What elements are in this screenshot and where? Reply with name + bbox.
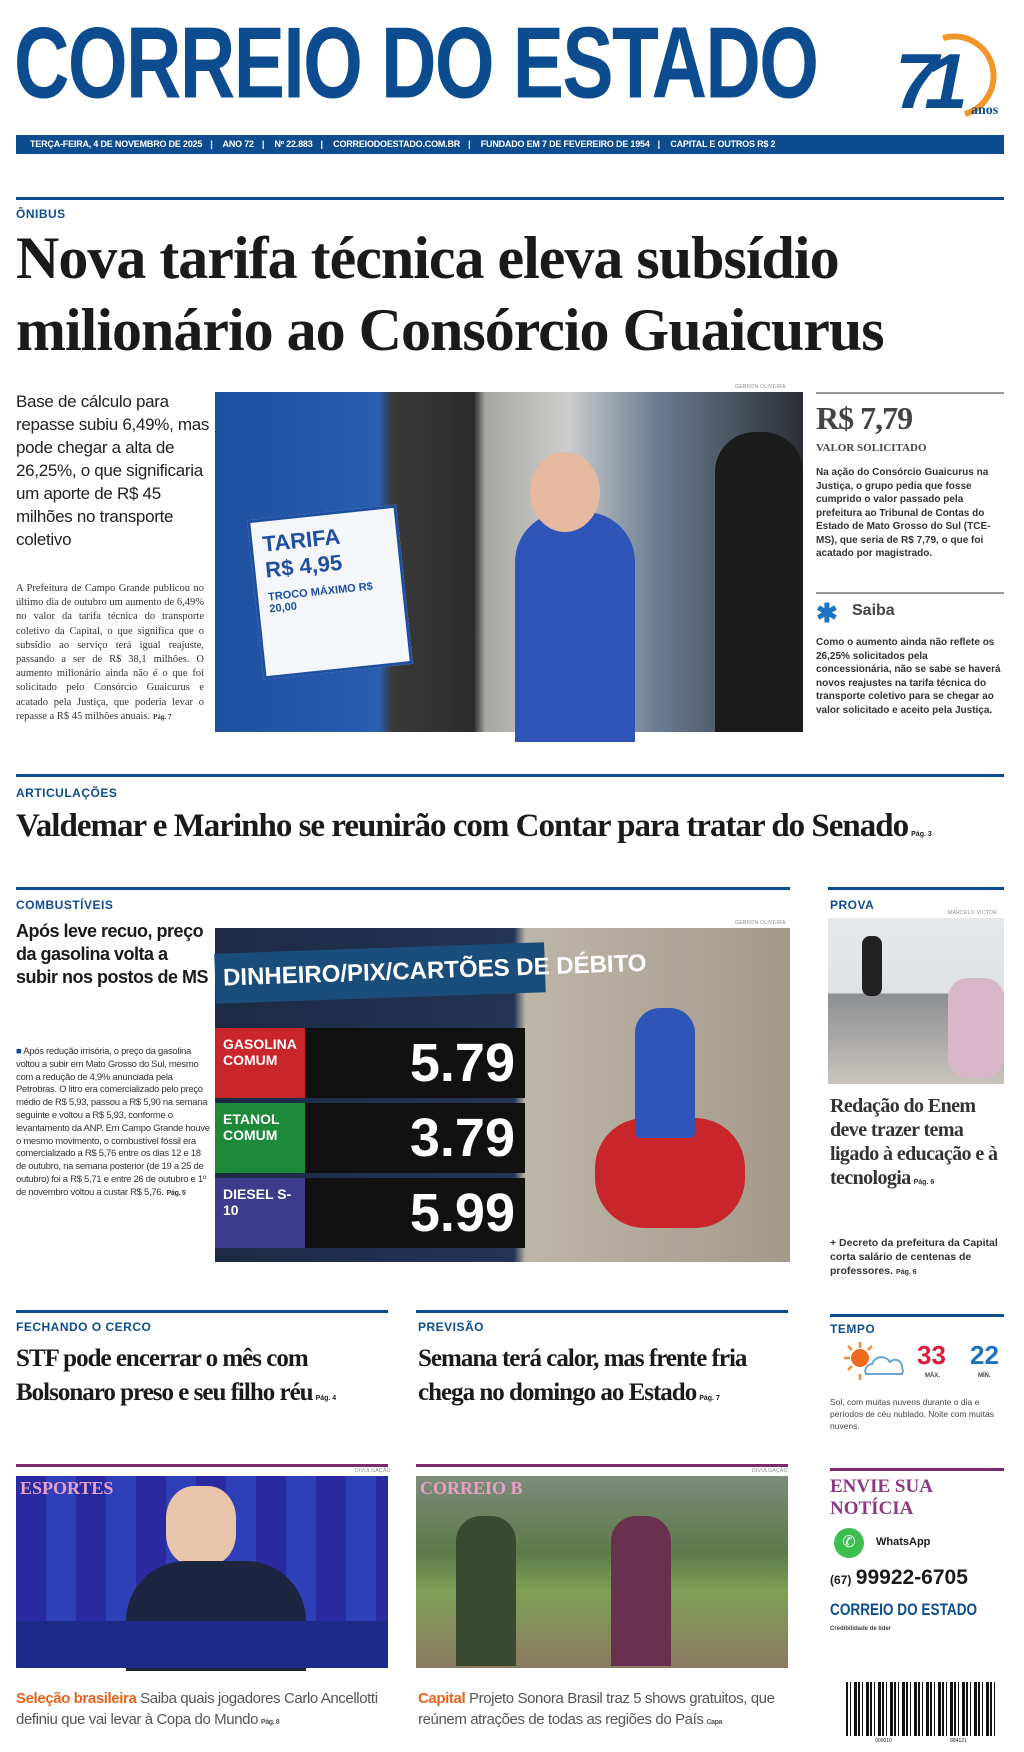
- price: CAPITAL E OUTROS R$ 2: [670, 139, 776, 149]
- issue-number: Nº 22.883: [274, 139, 313, 149]
- min-label: MÍN.: [978, 1373, 991, 1379]
- brand-logo: CORREIO DO ESTADO: [830, 1600, 978, 1619]
- musician-right: [611, 1516, 671, 1666]
- page-ref: Pág. 7: [153, 712, 172, 721]
- divider: [416, 1310, 788, 1313]
- photo-credit: GERSON OLIVEIRA: [735, 920, 786, 926]
- diesel-label: DIESEL S-10: [215, 1178, 305, 1248]
- divider: [16, 197, 1004, 200]
- sign-title: TARIFA: [261, 523, 342, 557]
- divider: [828, 887, 1004, 890]
- page-ref: Pág. 4: [315, 1395, 337, 1402]
- articulacoes-headline: [16, 808, 932, 845]
- press-table: [16, 1621, 388, 1668]
- date: TERÇA-FEIRA, 4 DE NOVEMBRO DE 2025: [30, 139, 203, 149]
- sidebar-text: Na ação do Consórcio Guaicurus na Justiça, o grupo pedia que fosse cumprido o valor passado pela prefeitura ao Tribunal de Contas do Estado de Mato Grosso do Sul (TCE-MS), que seria de R$ 7,79, o que foi acatado por magistrado.: [816, 467, 991, 559]
- combustiveis-body: [16, 1046, 210, 1201]
- note-text: + Decreto da prefeitura da Capital corta salário de centenas de professores.: [830, 1237, 998, 1277]
- caption-text: Projeto Sonora Brasil traz 5 shows gratuitos, que reúnem atrações de todas as regiões do País: [418, 1690, 775, 1728]
- page-ref: Pág. 7: [699, 1395, 720, 1402]
- divider: [830, 1314, 1004, 1317]
- esportes-section-label: ESPORTES: [20, 1478, 114, 1498]
- divider: [416, 1464, 788, 1467]
- max-temp: 33: [917, 1340, 946, 1370]
- fechando-kicker: FECHANDO O CERCO: [16, 1320, 152, 1334]
- fechando-headline: [16, 1342, 396, 1416]
- divider: [816, 392, 1004, 394]
- envie-title: ENVIE SUA NOTÍCIA: [830, 1476, 932, 1519]
- divider: [16, 774, 1004, 777]
- fare-sign: [247, 505, 413, 680]
- website: CORREIODOESTADO.COM.BR: [333, 139, 461, 149]
- bullet-icon: ■: [16, 1046, 24, 1057]
- ethanol-price: 3.79: [305, 1103, 525, 1173]
- divider: [816, 592, 1004, 594]
- headline-text: Valdemar e Marinho se reunirão com Contar para tratar do Senado: [16, 808, 909, 844]
- previsao-headline: [418, 1342, 798, 1416]
- barcode-digits: [846, 1738, 996, 1744]
- page-ref: Capa: [706, 1719, 723, 1726]
- prova-headline: [830, 1094, 1008, 1195]
- diesel-price: 5.99: [305, 1178, 525, 1248]
- whatsapp-label: WhatsApp: [876, 1536, 931, 1548]
- correio-b-photo: [416, 1476, 788, 1668]
- body-text: Após redução irrisória, o preço da gasolina voltou a subir em Mato Grosso do Sul, mesmo com a redução de 4,9% anunciada pela Petrobras. O litro era comercializado pelo preço médio de R$ 5,93, passou a R$ 5,90 na semana seguinte e voltou a R$ 5,93, conforme o levantamento da ANP. Em Campo Grande houve o mesmo movimento, o combustível fóssil era comercializado a R$ 5,76 entre os dias 12 e 18 de outubro, na semana posterior (de 19 a 25 de outubro) foi a R$ 5,71 e entre 26 de outubro e 1º de novembro voltou a custar R$ 5,76.: [16, 1046, 210, 1198]
- requested-value: R$ 7,79: [816, 400, 913, 436]
- anniversary-logo: [895, 28, 1015, 125]
- barcode-digits-left: 000010: [875, 1738, 892, 1744]
- anniversary-number: 71: [895, 37, 954, 125]
- student-figure: [948, 978, 1004, 1078]
- founded: FUNDADO EM 7 DE FEVEREIRO DE 1954: [480, 139, 650, 149]
- man-head: [530, 452, 600, 532]
- photo-credit: MARCELO VICTOR: [948, 910, 998, 916]
- masthead-title: CORREIO DO ESTADO: [14, 7, 818, 120]
- ethanol-label: ETANOL COMUM: [215, 1103, 305, 1173]
- main-headline: [16, 222, 884, 366]
- requested-value-label: VALOR SOLICITADO: [816, 442, 927, 454]
- phone-number: 99922-6705: [855, 1566, 968, 1589]
- gasoline-label: GASOLINA COMUM: [215, 1028, 305, 1098]
- correio-b-caption: [418, 1688, 798, 1733]
- divider: [16, 1310, 388, 1313]
- whatsapp-number[interactable]: [830, 1566, 968, 1590]
- caption-tag: Capital: [418, 1690, 466, 1707]
- page-ref: Pág. 6: [896, 1269, 917, 1276]
- page-ref: Pág. 6: [913, 1179, 935, 1186]
- barcode-digits-right: 884121: [950, 1738, 967, 1744]
- year: ANO 72: [222, 139, 254, 149]
- asterisk-icon: ✱: [816, 598, 838, 628]
- rider: [635, 1008, 695, 1138]
- musician-left: [456, 1516, 516, 1666]
- sign-change: TROCO MÁXIMO R$ 20,00: [267, 580, 374, 616]
- page-ref: Pág. 5: [166, 1189, 186, 1197]
- main-lead: Base de cálculo para repasse subiu 6,49%, mas pode chegar a alta de 26,25%, o que significaria um aporte de R$ 45 milhões no transporte coletivo: [16, 392, 210, 549]
- classroom-photo: [828, 918, 1004, 1084]
- combustiveis-kicker: COMBUSTÍVEIS: [16, 898, 114, 912]
- coach-head: [166, 1486, 236, 1566]
- body-text: A Prefeitura de Campo Grande publicou no último dia de outubro um aumento de 6,49% no valor da tarifa técnica do transporte coletivo da Capital, o que significa que o subsídio ao serviço terá igual reajuste, passando a ser de R$ 38,1 milhões. O aumento milionário ainda não é o que foi solicitado pelo Consórcio Guaicurus e acatado pela Justiça, que poderia levar o repasse a R$ 45 milhões anuais.: [16, 583, 204, 722]
- max-label: MÁX.: [925, 1373, 940, 1379]
- payment-banner: DINHEIRO/PIX/CARTÕES DE DÉBITO: [214, 942, 546, 1003]
- photo-credit: GERSON OLIVEIRA: [735, 384, 786, 390]
- gas-station-photo: [215, 928, 790, 1262]
- headline-line: milionário ao Consórcio Guaicurus: [16, 297, 884, 363]
- esportes-photo: [16, 1476, 388, 1668]
- person-figure: [715, 432, 803, 732]
- sign-price: R$ 4,95: [264, 549, 344, 583]
- saiba-title: Saiba: [852, 602, 895, 619]
- barcode: [846, 1682, 996, 1736]
- min-temp: 22: [970, 1340, 999, 1370]
- date-bar: TERÇA-FEIRA, 4 DE NOVEMBRO DE 2025 | ANO 72 | Nº 22.883 | CORREIODOESTADO.COM.BR | FUNDADO EM 7 DE FEVEREIRO DE 1954 | CAPITAL E OUTROS R$ 2: [16, 135, 1004, 154]
- tempo-kicker: TEMPO: [830, 1322, 876, 1336]
- main-body: [16, 582, 204, 724]
- headline-text: Redação do Enem deve trazer tema ligado à educação e à tecnologia: [830, 1095, 998, 1189]
- divider: [16, 1464, 388, 1467]
- correio-b-section-label: CORREIO B: [420, 1478, 523, 1498]
- gasoline-price: 5.79: [305, 1028, 525, 1098]
- brand-slogan: Credibilidade de líder: [830, 1626, 892, 1632]
- page-ref: Pág. 8: [261, 1719, 280, 1726]
- combustiveis-headline: Após leve recuo, preço da gasolina volta a subir nos postos de MS: [16, 921, 209, 987]
- articulacoes-kicker: ARTICULAÇÕES: [16, 786, 118, 800]
- saiba-text: Como o aumento ainda não reflete os 26,25% solicitados pela concessionária, não se sabe se haverá novos reajustes na tarifa técnica do transporte coletivo para se chegar ao valor solicitado e aceito pela Justiça.: [816, 637, 1001, 716]
- bus-fare-photo: [215, 392, 803, 732]
- divider: [16, 887, 790, 890]
- previsao-kicker: PREVISÃO: [418, 1320, 485, 1334]
- main-kicker: ÔNIBUS: [16, 207, 66, 221]
- page-ref: Pág. 3: [911, 831, 932, 838]
- esportes-caption: [16, 1688, 388, 1733]
- weather-text: Sol, com muitas nuvens durante o dia e períodos de céu nublado. Noite com muitas nuvens.: [830, 1397, 994, 1431]
- prova-kicker: PROVA: [830, 898, 875, 912]
- headline-text: STF pode encerrar o mês com Bolsonaro preso e seu filho réu: [16, 1345, 313, 1406]
- photo-credit: DIVULGAÇÃO: [355, 1468, 391, 1474]
- prova-note: [830, 1236, 1006, 1280]
- sun-cloud-icon: [838, 1340, 910, 1382]
- photo-credit: DIVULGAÇÃO: [752, 1468, 788, 1474]
- headline-line: Nova tarifa técnica eleva subsídio: [16, 225, 839, 291]
- caption-tag: Seleção brasileira: [16, 1690, 137, 1707]
- anniversary-label: anos: [971, 103, 999, 118]
- whatsapp-icon: ✆: [834, 1528, 864, 1558]
- phone-prefix: (67): [830, 1573, 852, 1587]
- headline-text: Semana terá calor, mas frente fria chega no domingo ao Estado: [418, 1345, 747, 1406]
- man-figure: [515, 512, 635, 742]
- caption-text: Saiba quais jogadores Carlo Ancellotti definiu que vai levar à Copa do Mundo: [16, 1690, 378, 1728]
- divider: [830, 1468, 1004, 1471]
- teacher-figure: [862, 936, 882, 996]
